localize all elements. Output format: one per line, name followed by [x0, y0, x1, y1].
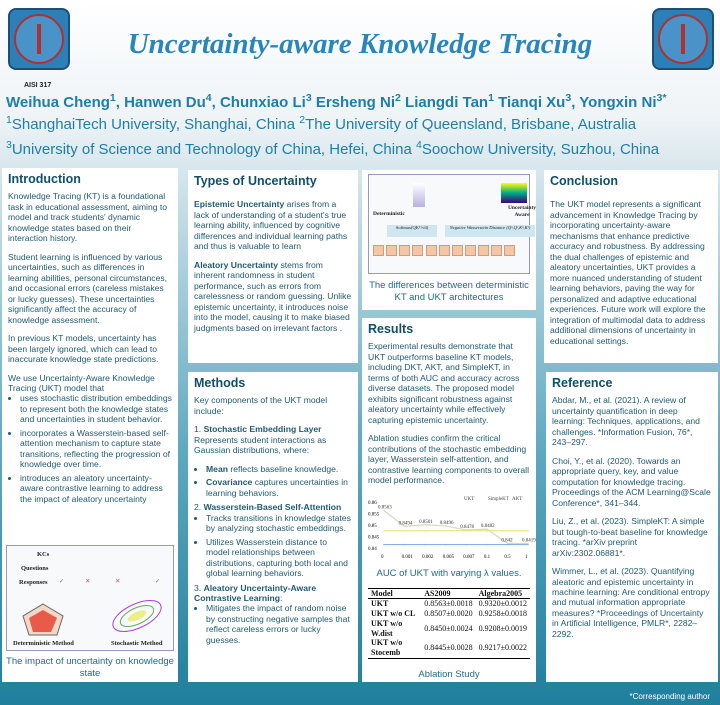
intro-bullet: • incorporates a Wasserstein-based self-attention mechanism to capture state transitions, reflecting the progression of knowledge over time. — [20, 428, 172, 470]
data-label: 0.8494 — [398, 520, 413, 526]
data-point — [465, 529, 467, 531]
data-point — [486, 543, 488, 545]
data-label: 0.8419 — [522, 538, 536, 544]
methods-panel — [188, 372, 358, 682]
methods-heading: Methods — [194, 376, 246, 390]
intro-paragraph: In previous KT models, uncertainty has been largely ignored, which can lead to inaccurate knowledge state predictions. — [8, 333, 159, 365]
responses-label: Responses — [19, 579, 48, 586]
data-label: 0.8482 — [480, 523, 495, 529]
author-affiliation-number: 2 — [395, 92, 401, 104]
deterministic-label: Deterministic — [373, 211, 405, 217]
author-affiliation-number: 3 — [565, 92, 572, 104]
intro-paragraph: Knowledge Tracing (KT) is a foundational task in educational assessment, aiming to model and track students' dynamic knowledge states based on their interaction history. — [8, 191, 168, 244]
method-1: 1. Stochastic Embedding Layer — [194, 424, 322, 435]
uncertainty-impact-figure — [6, 545, 174, 651]
data-point — [527, 529, 529, 531]
method-1-bullet: • Covariance captures uncertainties in learning behaviors. — [206, 477, 352, 498]
types-of-uncertainty-panel — [188, 170, 358, 363]
deterministic-method-label: Deterministic Method — [13, 640, 74, 647]
reference-item: Abdar, M., et al. (2021). A review of uncertainty quantification in deep learning: Techniques, applications, and challenges. *Information Fusion, 76*, 243–297. — [552, 395, 700, 448]
legend-entry: SimpleKT — [488, 496, 509, 502]
data-point — [486, 529, 488, 531]
kcs-label: KCs — [37, 551, 50, 558]
check-icon: ✓ — [59, 578, 65, 585]
softmax-block: Softmax(QKᵀ/√d) — [387, 225, 437, 237]
y-tick-label: 0.855 — [368, 512, 380, 518]
data-point — [404, 529, 406, 531]
data-point — [424, 529, 426, 531]
author-name: Hanwen Du — [124, 94, 206, 111]
x-tick-label: 0.1 — [483, 554, 491, 560]
affiliations-line-2: $^3$University of Science and Technology of China, Hefei, China $^4$Soochow University, Suzhou, China — [6, 139, 660, 158]
data-label: 0.8563 — [378, 505, 392, 511]
data-point — [383, 543, 385, 545]
x-tick-label: 0.007 — [463, 554, 475, 560]
architecture-panel — [362, 170, 536, 310]
author-affiliation-number: 3 — [305, 92, 312, 104]
cross-icon: ✕ — [115, 578, 121, 585]
author-affiliation-number: 3* — [656, 92, 667, 104]
ablation-table — [368, 588, 530, 659]
author-list: Weihua Cheng$^1$, Hanwen Du$^4$, Chunxiao Li$^3$ Ersheng Ni$^2$ Liangdi Tan$^1$ Tianqi Xu$^3$, Yongxin $Ni^{3*}$ — [6, 92, 667, 111]
radar-chart-icon — [21, 602, 66, 637]
cross-icon: ✕ — [85, 578, 91, 585]
table-row: UKT w/o W.dist 0.8450±0.0024 0.9208±0.0019 — [371, 618, 527, 638]
x-tick-label: 1 — [525, 554, 528, 560]
figure-caption: The differences between deterministic KT and UKT architectures — [369, 280, 529, 303]
x-tick-label: 0.001 — [401, 554, 413, 560]
author-affiliation-number: 1 — [109, 92, 116, 104]
author-affiliation-number: 4 — [205, 92, 212, 104]
intro-bullet: • introduces an aleatory uncertainty-aware contrastive learning to address the impact of aleatory uncertainty — [20, 473, 172, 504]
chart-caption: AUC of UKT with varying λ values. — [376, 568, 522, 580]
gaussian-contour-icon — [107, 596, 167, 636]
results-paragraph: Ablation studies confirm the critical contributions of the stochastic embedding layer, Wasserstein self-attention, and contrastive learning components to overall model performance. — [368, 433, 529, 486]
method-2-bullet: • Tracks transitions in knowledge states by analyzing stochastic embeddings. — [206, 513, 352, 534]
reference-item: Liu, Z., et al. (2023). SimpleKT: A simple but tough-to-beat baseline for knowledge tracing. *arXiv preprint arXiv:2302.06881*. — [552, 516, 708, 558]
data-point — [507, 529, 509, 531]
table-row: UKT w/o CL 0.8507±0.0020 0.9258±0.0018 — [371, 609, 527, 619]
x-tick-label: 0 — [381, 554, 384, 560]
corresponding-author-note: *Corresponding author — [629, 692, 710, 701]
method-3-bullet: • Mitigates the impact of random noise by constructing negative samples that reflect careless errors or lucky guesses. — [206, 603, 352, 645]
table-row: UKT 0.8563±0.0018 0.9320±0.0012 — [371, 599, 527, 609]
data-point — [383, 529, 385, 531]
data-point — [445, 529, 447, 531]
data-label: 0.842 — [501, 537, 513, 543]
author-name: Tianqi Xu — [498, 94, 566, 111]
data-label: 0.8496 — [439, 520, 454, 526]
y-tick-label: 0.86 — [368, 500, 377, 506]
data-point — [527, 543, 529, 545]
results-panel — [362, 318, 536, 682]
reference-item: Wimmer, L., et al. (2023). Quantifying aleatoric and epistemic uncertainty in machine learning: Are conditional entropy and mutual information appropriate measures? *Proceedings of Uncertainty in Artificial Intelligence, PMLR*, 2282–2292. — [552, 566, 710, 639]
types-heading: Types of Uncertainty — [194, 174, 317, 188]
introduction-panel — [2, 168, 178, 682]
reference-heading: Reference — [552, 376, 613, 390]
table-header-row: Model AS2009 Algebra2005 — [368, 588, 530, 599]
results-heading: Results — [368, 322, 414, 336]
method-3: 3. Aleatory Uncertainty-Aware Contrastive Learning: — [194, 582, 317, 603]
reference-panel — [546, 372, 718, 682]
data-point — [404, 543, 406, 545]
aleatory-paragraph: Aleatory Uncertainty stems from inherent randomness in student performance, such as errors from carelessness or random guessing. Unlike epistemic uncertainty, it introduces noise into the model, causing it to make biased judgments based on irrelevant factors . — [194, 259, 352, 333]
gaussian-surface-icon — [501, 183, 527, 203]
questions-label: Questions — [21, 565, 49, 572]
author-name: Yongxin Ni — [579, 94, 657, 111]
architecture-figure — [368, 174, 537, 274]
figure-caption: The impact of uncertainty on knowledge state — [6, 656, 174, 679]
x-tick-label: 0.5 — [504, 554, 511, 560]
author-name: Weihua Cheng — [6, 94, 110, 111]
y-tick-label: 0.85 — [368, 523, 377, 529]
intro-paragraph: We use Uncertainty-Aware Knowledge Tracing (UKT) model that — [8, 372, 155, 393]
author-affiliation-number: 1 — [488, 92, 494, 104]
epistemic-paragraph: Epistemic Uncertainty arises from a lack of understanding of a student's true learning ability, influenced by cognitive differences and individual learning paths and thus is valuable to learn — [194, 199, 348, 252]
method-1-bullet: • Mean reflects baseline knowledge. — [206, 464, 352, 474]
conclusion-panel — [544, 170, 718, 363]
affiliations-line-1: $^1$ShanghaiTech University, Shanghai, China $^2$The University of Queensland, Brisbane, Australia — [6, 114, 637, 133]
embedding-row — [372, 245, 516, 259]
reference-item: Choi, Y., et al. (2020). Towards an appropriate query, key, and value computation for knowledge tracing. Proceedings of the ACM Learning@Scale Conference*, 341–344. — [552, 455, 711, 508]
stochastic-method-label: Stochastic Method — [111, 640, 163, 647]
x-tick-label: 0.002 — [422, 554, 434, 560]
uncertainty-aware-label: Uncertainty Aware — [507, 205, 537, 218]
x-tick-label: 0.005 — [442, 554, 454, 560]
introduction-heading: Introduction — [8, 172, 81, 186]
legend-entry: AKT — [512, 496, 523, 502]
y-tick-label: 0.845 — [368, 535, 380, 541]
author-name: Chunxiao Li — [219, 94, 306, 111]
table-caption: Ablation Study — [418, 668, 480, 680]
intro-paragraph: Student learning is influenced by various uncertainties, such as differences in learning abilities, personal circumstances, and occasional errors (careless mistakes or lucky guesses). These uncertainties significantly affect the accuracy of knowledge assessment. — [8, 251, 168, 325]
author-name: Liangdi Tan — [405, 94, 489, 111]
method-1-text: Represents student interactions as Gaussian distributions, where: — [194, 434, 327, 456]
methods-intro: Key components of the UKT model include: — [194, 395, 328, 416]
results-paragraph: Experimental results demonstrate that UKT outperforms baseline KT models, including DKT, AKT, and SimpleKT, in terms of both AUC and accuracy across diverse datasets. The proposed model exhibits significant robustness against aleatory uncertainty while effectively capturing epistemic uncertainty. — [368, 341, 520, 425]
data-point — [424, 543, 426, 545]
method-2: 2. Wasserstein-Based Self-Attention — [194, 502, 342, 513]
wasserstein-block: Negative Wasserstein Distance (Qᵘ,Qᶜ,Kᵘ,Kᶜ) — [445, 225, 535, 237]
poster-title: Uncertainty-aware Knowledge Tracing — [127, 28, 593, 60]
y-tick-label: 0.84 — [368, 546, 377, 552]
poster-code: AISI 317 — [24, 82, 52, 89]
legend-entry: UKT — [464, 496, 475, 502]
data-point — [465, 543, 467, 545]
auc-lambda-chart — [368, 494, 536, 562]
conclusion-text: The UKT model represents a significant advancement in Knowledge Tracing by incorporating uncertainty-aware mechanisms that enhance predictive accuracy and robustness. By addressing the dual challenges of epistemic and aleatory uncertainties, UKT provides a more nuanced understanding of student learning behaviors, paving the way for personalized and adaptive educational experiences. Future work will explore the integration of multimodal data to address additional dimensions of uncertainty in educational settings. — [550, 199, 706, 346]
distribution-icon — [413, 183, 425, 207]
author-name: Ersheng Ni — [315, 94, 396, 111]
data-point — [445, 543, 447, 545]
method-2-bullet: • Utilizes Wasserstein distance to model relationships between distributions, capturing both local and global learning behaviors. — [206, 537, 352, 579]
table-row: UKT w/o Stocemb 0.8445±0.0028 0.9217±0.0022 — [368, 638, 530, 658]
check-icon: ✓ — [155, 578, 161, 585]
intro-bullet: • uses stochastic distribution embeddings to represent both the knowledge states and uncertainties in student behavior. — [20, 393, 172, 424]
data-label: 0.8501 — [419, 519, 433, 525]
data-label: 0.8478 — [460, 524, 475, 530]
conclusion-heading: Conclusion — [550, 174, 619, 188]
data-point — [507, 543, 509, 545]
